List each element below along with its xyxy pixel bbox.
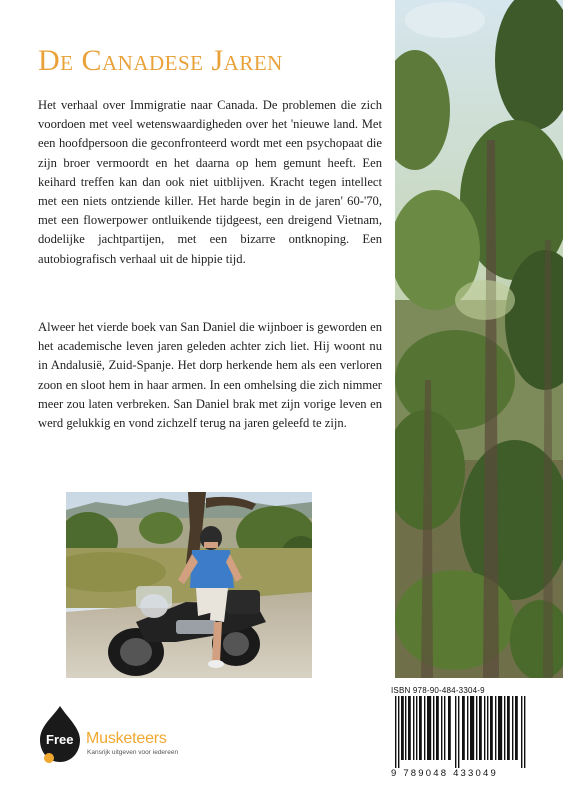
- logo-text-musketeers: Musketeers: [86, 730, 167, 747]
- isbn-barcode: [391, 682, 563, 800]
- author-photo: [66, 492, 312, 678]
- author-paragraph: Alweer het vierde boek van San Daniel die wijnboer is geworden en het academische leven jaren geleden achter zich liet. Hij woont nu in Andalusië, Zuid-Spanje. Het dorp herkende hem als een verloren zoon en sloot hem in haar armen. In een omhelsing die zich nimmer meer zou laten verbreken. San Daniel brak met zijn vorige leven en werd gelukkig en vond zichzelf terug na jaren geleefd te zijn.: [38, 320, 382, 431]
- barcode-digits: 9 789048 433049: [391, 768, 498, 779]
- publisher-logo: [38, 706, 198, 766]
- pine-trees-image: [395, 0, 563, 678]
- book-title: De Canadese Jaren: [38, 44, 283, 77]
- logo-text-free: Free: [46, 732, 74, 747]
- barcode-bars: [391, 696, 531, 768]
- isbn-label: ISBN 978-90-484-3304-9: [391, 686, 485, 695]
- synopsis-paragraph: Het verhaal over Immigratie naar Canada. De problemen die zich voordoen met veel wetenswaardigheden over het 'nieuwe land. Met een hoofdpersoon die geconfronteerd wordt met een psychopaat die zijn broer vermoordt en het daarna op hem gemunt heeft. Een keihard treffen kan dan ook niet uitblijven. Kracht tegen intellect met een niets ontziende killer. Het harde begin in de jaren' 60-'70, met een flowerpower ontluikende tijdgeest, een dreigend Vietnam, dodelijke jachtpartijen, met een bizarre ontknoping. Een autobiografisch verhaal uit de hippie tijd.: [38, 98, 382, 266]
- logo-tagline: Kansrijk uitgeven voor iedereen: [87, 749, 179, 756]
